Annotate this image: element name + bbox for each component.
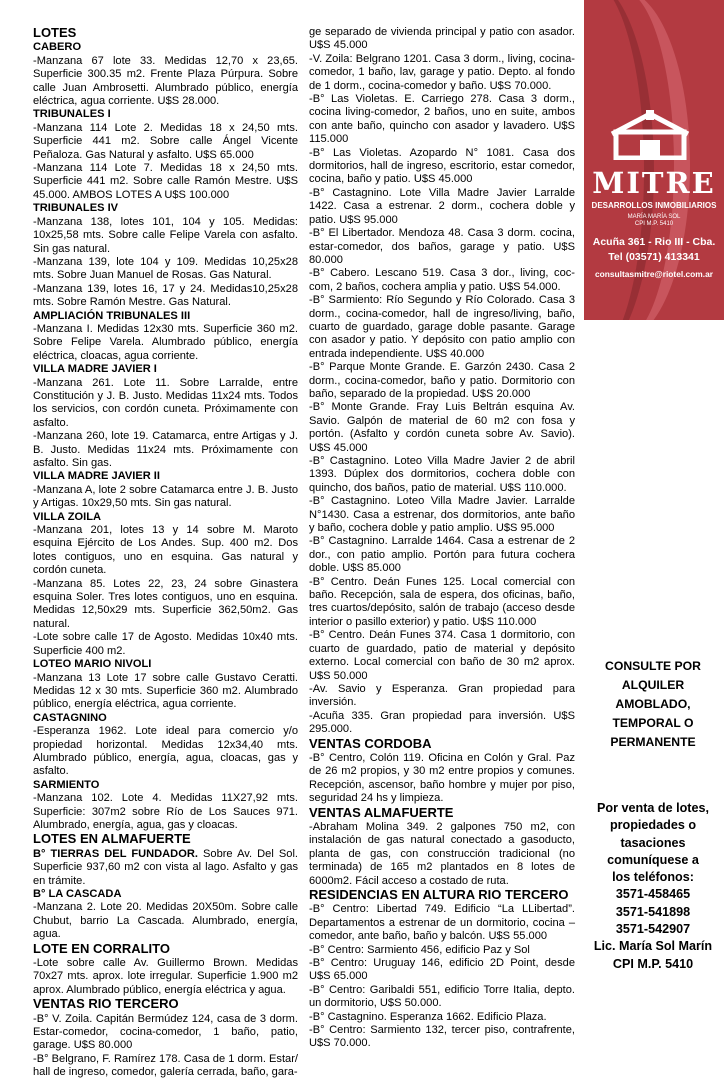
listing-item: -Manzana 114 Lote 2. Medidas 18 x 24,50 mts. Superficie 441 m2. Sobre calle Ángel Vicente Peñaloza. Gas Natural y asfalto. U$S 65.000	[33, 121, 298, 161]
listing-item: -B° Castagnino. Loteo Villa Madre Javier. Larralde N°1430. Casa a estrenar, dos dormitorios, ante baño y baño, cochera doble y patio amplio. U$S 95.000	[309, 495, 575, 535]
listing-item: -B° Las Violetas. E. Carriego 278. Casa 3 dorm., cocina living-comedor, 2 baños, uno en suite, ambos con ante baño, quincho con asador y lavadero. U$S 115.000	[309, 93, 575, 146]
sales-contact-line: comuníquese a	[607, 852, 699, 867]
listing-item: -Av. Savio y Esperanza. Gran propiedad para inversión.	[309, 682, 575, 709]
listing-item: -Manzana 260, lote 19. Catamarca, entre Artigas y J. B. Justo. Medidas 11x24 mts. Próximamente con asfalto. Sin gas.	[33, 430, 298, 469]
listing-item: -Manzana 13 Lote 17 sobre calle Gustavo Ceratti. Medidas 12 x 30 mts. Superficie 360 m2. Alumbrado público, energía eléctrica, agua corriente.	[33, 671, 298, 711]
heading-text: VENTAS RIO TERCERO	[33, 996, 179, 1012]
section-heading	[33, 363, 298, 376]
heading-text: TRIBUNALES I	[33, 108, 111, 121]
section-heading	[33, 26, 298, 41]
heading-text: TRIBUNALES IV	[33, 202, 119, 215]
listing-item: -Abraham Molina 349. 2 galpones 750 m2, con instalación de gas natural conectado a gasoducto, planta de gas, con construcción tradicional (no terminada) de 165 m2 plantados en 8 lotes de 6000m2. Fácil acceso a costado de ruta.	[309, 820, 575, 887]
listing-item: -Manzana 139, lote 104 y 109. Medidas 10,25x28 mts. Sobre Juan Manuel de Rosas. Gas Natural.	[33, 255, 298, 282]
rental-notice-line: CONSULTE POR	[605, 659, 701, 673]
listing-item: -B° Centro, Colón 119. Oficina en Colón y Gral. Paz de 26 m2 propios, y 30 m2 entre propios y comunes. Recepción, ascensor, baño hombre y mujer por piso, seguridad 24 hs y limpieza.	[309, 751, 575, 805]
section-heading	[33, 942, 298, 957]
listing-text: Sobre Av. Del Sol. Superficie 937,60 m2 con vista al lago. Asfalto y gas en trámite.	[33, 847, 298, 887]
heading-text: B° LA CASCADA	[33, 888, 122, 900]
listing-item: -B° Centro: Garibaldi 551, edificio Torre Italia, depto. un dormitorio, U$S 50.000.	[309, 983, 575, 1010]
brand-phone: Tel (03571) 413341	[608, 251, 700, 263]
brand-name: MITRE	[592, 166, 716, 200]
listing-item: -Manzana 67 lote 33. Medidas 12,70 x 23,65. Superficie 300.35 m2. Frente Plaza Púrpura. Sobre calle Juan Ambrosetti. Alumbrado público, energía eléctrica, agua corriente. U$S 28.000.	[33, 54, 298, 108]
brand-license-name: MARÍA MARÍA SOL	[627, 214, 681, 220]
section-heading	[33, 108, 298, 121]
brand-email: consultasmitre@riotel.com.ar	[594, 269, 713, 279]
listing-item: -B° Cabero. Lescano 519. Casa 3 dor., living, coc-com, 2 baños, cochera amplia y patio. U$S 54.000.	[309, 267, 575, 293]
heading-text: B° TIERRAS DEL FUNDADOR.	[33, 847, 198, 860]
sales-contact	[582, 800, 724, 973]
sales-contact-line: Por venta de lotes,	[597, 801, 709, 815]
brand-license-number: CPI M.P. 5410	[634, 221, 674, 227]
listing-item: -Manzana 201, lotes 13 y 14 sobre M. Maroto esquina Ejército de Los Andes. Sup. 400 m2. Dos lotes contiguos, uno en esquina. Gas natural y cordón cuneta.	[33, 524, 298, 577]
listing-item: -Acuña 335. Gran propiedad para inversión. U$S 295.000.	[309, 709, 575, 736]
listing-item: -Esperanza 1962. Lote ideal para comercio y/o propiedad horizontal. Medidas 12x34,40 mts. Alumbrado público, energía, agua, cloacas, gas y asfalto.	[33, 725, 298, 778]
listing-item: -Manzana 114 Lote 7. Medidas 18 x 24,50 mts. Superficie 441 m2. Sobre calle Ramón Mestre. U$S 45.000. AMBOS LOTES A U$S 100.000	[33, 162, 298, 201]
listing-item: -Manzana A, lote 2 sobre Catamarca entre J. B. Justo y Artigas. 10x29,50 mts. Sin gas natural.	[33, 483, 298, 510]
section-heading	[33, 848, 298, 888]
rental-notice-line: ALQUILER	[621, 678, 685, 692]
brand-license	[584, 214, 724, 228]
heading-text: CABERO	[33, 41, 82, 54]
rental-notice-line: AMOBLADO,	[615, 697, 691, 711]
mitre-banner	[584, 0, 724, 320]
listing-item: -B° Centro. Deán Funes 125. Local comercial con baño. Recepción, sala de espera, dos oficinas, baño, tres cuartos/depósito, salón de trabajo (acceso desde interior o pasillo exterior) y patio. U$S 110.000	[309, 575, 575, 628]
brand-address: Acuña 361 - Rio III - Cba.	[592, 236, 716, 248]
listing-item: -B° Belgrano, F. Ramírez 178. Casa de 1 dorm. Estar/ hall de ingreso, comedor, galería cerrada, baño, gara-	[33, 1052, 298, 1079]
listing-item: -B° Centro: Uruguay 146, edificio 2D Point, desde U$S 65.000	[309, 957, 575, 983]
section-heading	[33, 41, 298, 54]
heading-text: VILLA MADRE JAVIER I	[33, 363, 157, 376]
listing-item: -Manzana 139, lotes 16, 17 y 24. Medidas10,25x28 mts. Sobre Ramón Mestre. Gas Natural.	[33, 282, 298, 309]
section-heading	[33, 888, 298, 901]
heading-text: SARMIENTO	[33, 778, 100, 791]
section-heading	[33, 511, 298, 524]
listing-item: -B° Centro: Libertad 749. Edificio “La LLibertad”. Departamentos a estrenar de un dormitorio, cocina – comedor, ante baño, baño y balcón. U$S 55.000	[309, 903, 575, 943]
listings-column-2	[309, 26, 575, 1051]
listing-item: -B° Centro: Sarmiento 456, edificio Paz y Sol	[309, 943, 530, 956]
listing-item: -B° Centro: Sarmiento 132, tercer piso, contrafrente, U$S 70.000.	[309, 1024, 575, 1050]
heading-text: VILLA MADRE JAVIER II	[33, 470, 160, 483]
listing-item: -B° V. Zoila. Capitán Bermúdez 124, casa de 3 dorm. Estar-comedor, cocina-comedor, 1 baño, patio, garage. U$S 80.000	[33, 1012, 298, 1052]
rental-notice-line: PERMANENTE	[610, 735, 696, 749]
listing-item: -B° Centro. Deán Funes 374. Casa 1 dormitorio, con cuarto de guardado, patio de material y depósito externo. Local comercial con baño de 30 m2 aprox. U$S 50.000	[309, 629, 575, 682]
sales-contact-line: los teléfonos:	[612, 870, 694, 885]
section-heading	[309, 806, 575, 821]
listing-item: -Manzana 2. Lote 20. Medidas 20X50m. Sobre calle Chubut, barrio La Cascada. Alumbrado, energía, agua.	[33, 901, 298, 941]
section-heading	[33, 779, 298, 792]
heading-text: RESIDENCIAS EN ALTURA RIO TERCERO	[309, 887, 569, 902]
section-heading	[33, 997, 298, 1012]
rental-notice-line: TEMPORAL O	[612, 716, 694, 730]
sales-contact-line: propiedades o	[609, 818, 697, 833]
heading-text: LOTEO MARIO NIVOLI	[33, 658, 152, 671]
listing-item: -Lote sobre calle Av. Guillermo Brown. Medidas 70x27 mts. aprox. lote irregular. Superficie 1.900 m2 aprox. Alumbrado público, energía eléctrica y agua.	[33, 957, 298, 996]
section-heading	[33, 202, 298, 215]
sales-contact-line: 3571-458465	[615, 887, 691, 902]
listing-item: -Manzana I. Medidas 12x30 mts. Superficie 360 m2. Sobre Felipe Varela. Alumbrado público, energía eléctrica, cloacas, agua corriente.	[33, 322, 298, 362]
heading-text: VILLA ZOILA	[33, 510, 101, 523]
sales-contact-line: CPI M.P. 5410	[612, 956, 694, 971]
listing-item: -B° Las Violetas. Azopardo N° 1081. Casa dos dormitorios, hall de ingreso, escritorio, estar comedor, cocina, baño y patio. U$S 45.000	[309, 146, 575, 186]
listing-item: ge separado de vivienda principal y patio con asador. U$S 45.000	[309, 26, 575, 52]
listing-item: -B° El Libertador. Mendoza 48. Casa 3 dorm. cocina, estar-comedor, dos baños, garage y patio. U$S 80.000	[309, 227, 575, 266]
listing-item: -V. Zoila: Belgrano 1201. Casa 3 dorm., living, cocina-comedor, 1 baño, lav, garage y patio. Depto. al fondo de 1 dorm., cocina-comedor y baño. U$S 70.000.	[309, 52, 575, 92]
listing-item: -B° Sarmiento: Río Segundo y Río Colorado. Casa 3 dorm., cocina-comedor, hall de ingreso/living, baño, cuarto de guardado, garage doble pasante. Garage con asador y patio. Y depósito con patio amplio con entrada independiente. U$S 40.000	[309, 294, 575, 360]
section-heading	[33, 658, 298, 671]
heading-text: LOTES EN ALMAFUERTE	[33, 831, 191, 847]
section-heading	[33, 712, 298, 725]
sales-contact-line: Lic. María Sol Marín	[593, 939, 713, 954]
section-heading	[33, 832, 298, 847]
heading-text: AMPLIACIÓN TRIBUNALES III	[33, 309, 191, 322]
brand-tagline: DESARROLLOS INMOBILIARIOS	[591, 201, 717, 210]
listing-item: -B° Monte Grande. Fray Luis Beltrán esquina Av. Savio. Galpón de material de 60 m2 con fosa y portón. (Asfalto y cordón cuneta sobre Av. Savio). U$S 45.000	[309, 401, 575, 454]
listing-item: -B° Parque Monte Grande. E. Garzón 2430. Casa 2 dorm., cocina-comedor, baño y patio. Dormitorio con baño, separado de la propiedad. U$S 20.000	[309, 361, 575, 400]
rental-notice	[582, 657, 724, 752]
listing-item: -Lote sobre calle 17 de Agosto. Medidas 10x40 mts. Superficie 400 m2.	[33, 631, 298, 657]
sales-contact-line: 3571-541898	[615, 904, 691, 919]
house-logo-icon	[610, 110, 690, 160]
listing-item: -Manzana 102. Lote 4. Medidas 11X27,92 mts. Superficie: 307m2 sobre Río de Los Sauces 971. Alumbrado, energía, agua, gas y cloacas.	[33, 792, 298, 831]
heading-text: VENTAS ALMAFUERTE	[309, 804, 454, 820]
listing-item: -Manzana 85. Lotes 22, 23, 24 sobre Ginastera esquina Soler. Tres lotes contiguos, uno en esquina. Medidas 12,50x29 mts. Superficie 362,50m2. Gas natural.	[33, 577, 298, 630]
section-heading	[33, 310, 298, 323]
section-heading	[33, 470, 298, 483]
section-heading	[309, 737, 575, 752]
section-heading	[309, 888, 575, 903]
listing-item: -B° Castagnino. Loteo Villa Madre Javier 2 de abril 1393. Dúplex dos dormitorios, cochera doble con quincho, dos baños, patio de material. U$S 110.000.	[309, 455, 575, 494]
listing-item: -Manzana 261. Lote 11. Sobre Larralde, entre Constitución y J. B. Justo. Medidas 11x24 mts. Todos los servicios, con cordón cuneta. Próximamente con asfalto.	[33, 376, 298, 429]
sales-contact-line: 3571-542907	[615, 922, 691, 937]
listing-item: -B° Castagnino. Larralde 1464. Casa a estrenar de 2 dor., con patio amplio. Portón para futura cochera doble. U$S 85.000	[309, 535, 575, 575]
listing-item: -B° Castagnino. Lote Villa Madre Javier Larralde 1422. Casa a estrenar. 2 dorm., cochera doble y patio. U$S 95.000	[309, 186, 575, 226]
heading-text: LOTES	[33, 25, 77, 40]
heading-text: VENTAS CORDOBA	[309, 735, 432, 751]
sales-contact-line: tasaciones	[620, 835, 686, 850]
heading-text: CASTAGNINO	[33, 711, 107, 724]
heading-text: LOTE EN CORRALITO	[33, 940, 170, 956]
listing-item: -B° Castagnino. Esperanza 1662. Edificio Plaza.	[309, 1010, 547, 1023]
listing-item: -Manzana 138, lotes 101, 104 y 105. Medidas: 10x25,58 mts. Sobre calle Felipe Varela con asfalto. Sin gas natural.	[33, 215, 298, 255]
listings-column-1	[33, 26, 298, 1080]
